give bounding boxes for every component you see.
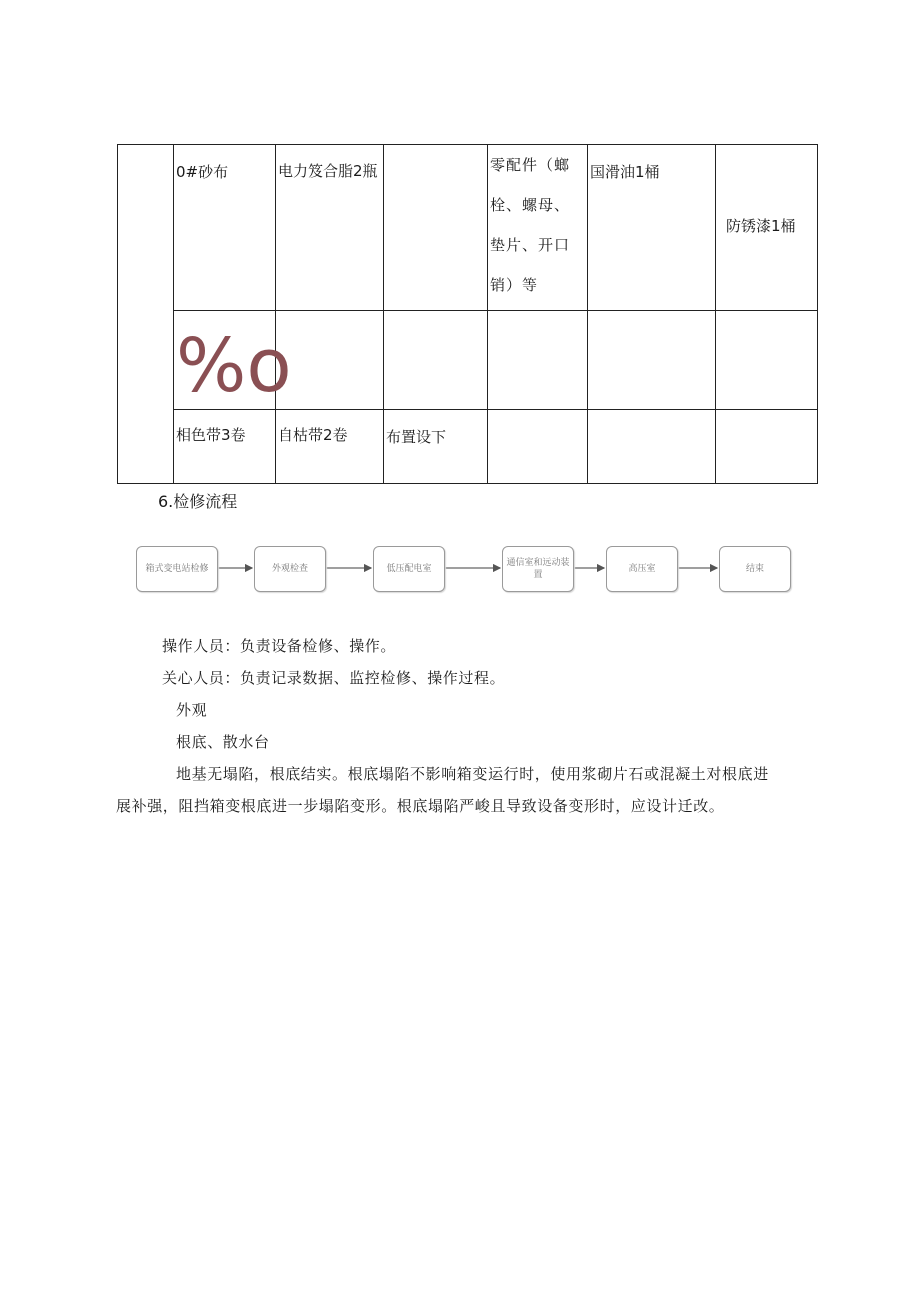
paragraph: 根底、散水台 <box>176 733 270 751</box>
flow-step: 低压配电室 <box>373 546 445 592</box>
table-cell <box>384 145 488 311</box>
flow-step: 箱式变电站检修 <box>136 546 218 592</box>
cell-text: 防锈漆1桶 <box>726 217 796 235</box>
per-mille-symbol: %o <box>176 323 292 409</box>
flow-step: 通信室和远动装置 <box>502 546 574 592</box>
table-cell-merged <box>118 145 174 484</box>
cell-text: 布置设下 <box>386 428 447 446</box>
table-cell <box>488 410 588 484</box>
table-cell <box>276 145 384 311</box>
table-cell <box>588 311 716 410</box>
section-heading: 6.检修流程 <box>158 492 238 511</box>
table-cell <box>384 410 488 484</box>
flow-step: 外观检查 <box>254 546 326 592</box>
flow-arrows <box>136 544 796 594</box>
table-row <box>118 410 818 484</box>
table-cell <box>588 410 716 484</box>
flow-step: 结束 <box>719 546 791 592</box>
paragraph: 展补强，阻挡箱变根底进一步塌陷变形。根底塌陷严峻且导致设备变形时，应设计迁改。 <box>116 797 725 815</box>
cell-text: 相色带3卷 <box>176 426 246 444</box>
table-cell <box>488 311 588 410</box>
cell-text: 0#砂布 <box>176 163 229 181</box>
table-cell <box>174 311 292 410</box>
table-cell <box>716 145 818 311</box>
table-cell <box>174 410 276 484</box>
process-flowchart <box>136 544 796 594</box>
table-row <box>118 311 818 410</box>
cell-text: 电力笈合脂2瓶 <box>278 162 378 180</box>
flow-step: 高压室 <box>606 546 678 592</box>
paragraph: 关心人员：负责记录数据、监控检修、操作过程。 <box>162 669 506 687</box>
materials-table <box>117 144 818 484</box>
table-cell <box>716 311 818 410</box>
table-cell <box>174 145 276 311</box>
paragraph: 外观 <box>176 701 208 719</box>
table-row <box>118 145 818 311</box>
table-cell <box>716 410 818 484</box>
table-cell <box>488 145 588 311</box>
paragraph: 地基无塌陷，根底结实。根底塌陷不影响箱变运行时，使用浆砌片石或混凝土对根底进 <box>176 765 769 783</box>
cell-text: 自枯带2卷 <box>278 426 348 444</box>
cell-text: 零配件（螂栓、螺母、垫片、开口销）等 <box>490 156 571 294</box>
table-cell <box>588 145 716 311</box>
table-cell <box>276 410 384 484</box>
cell-text: 国滑油1桶 <box>590 163 660 181</box>
table-cell <box>384 311 488 410</box>
paragraph: 操作人员：负责设备检修、操作。 <box>162 637 397 655</box>
table-cell <box>276 311 384 410</box>
